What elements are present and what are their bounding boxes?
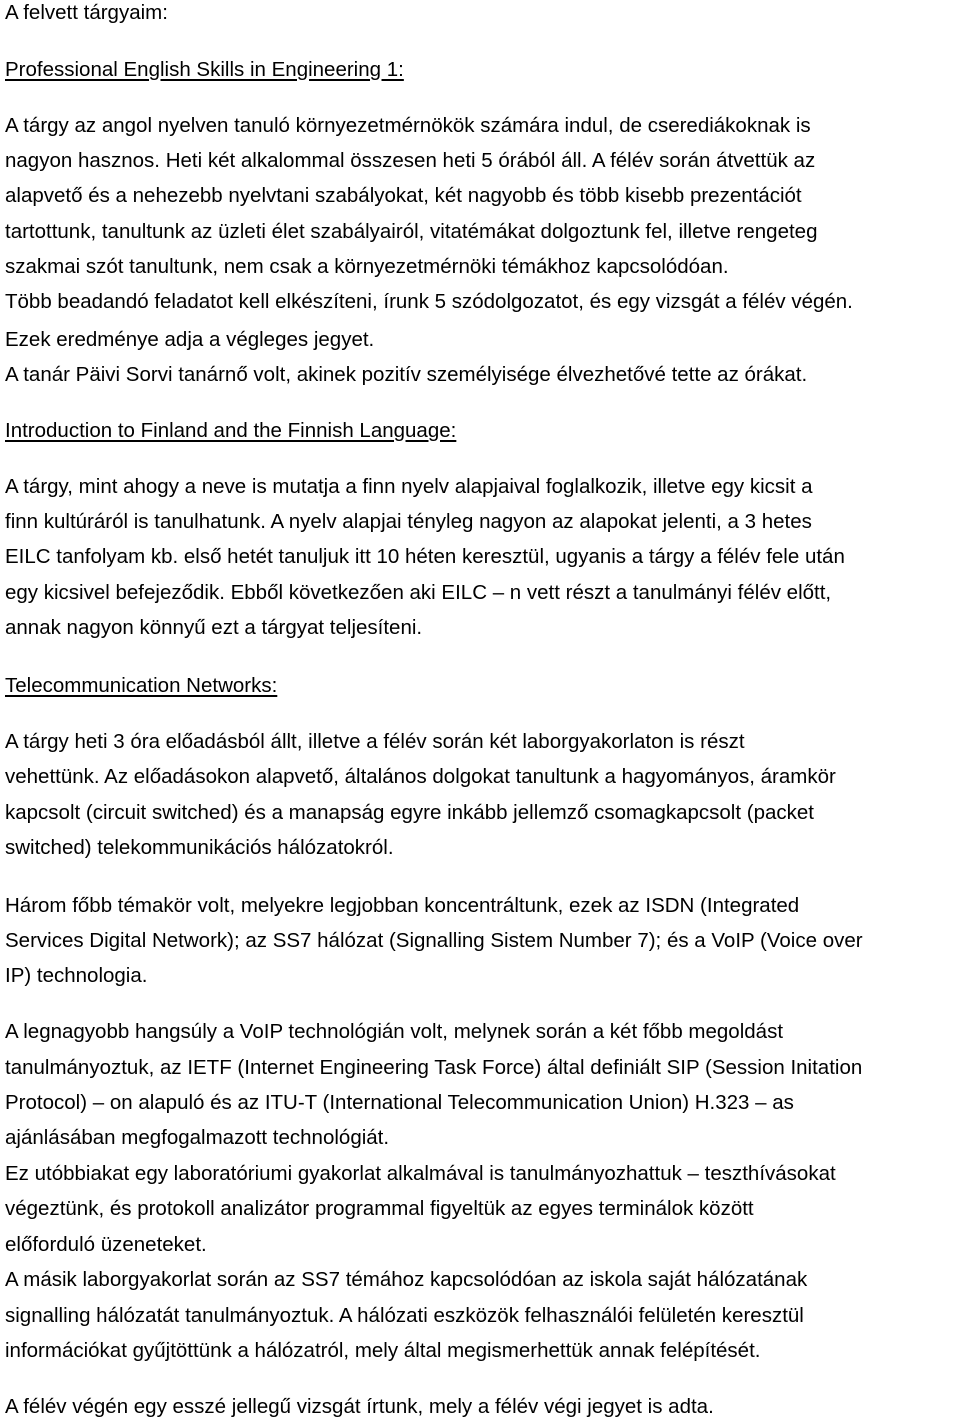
paragraph-line: kapcsolt (circuit switched) és a manapság egyre inkább jellemző csomagkapcsolt (packet <box>5 801 814 824</box>
paragraph-line: nagyon hasznos. Heti két alkalommal összesen heti 5 órából áll. A félév során átvettük az <box>5 149 816 172</box>
paragraph-line: alapvető és a nehezebb nyelvtani szabályokat, két nagyobb és több kisebb prezentációt <box>5 184 802 207</box>
paragraph-line: tanulmányoztuk, az IETF (Internet Engineering Task Force) által definiált SIP (Session Initation <box>5 1056 863 1079</box>
course-title-english: Professional English Skills in Engineering 1: <box>5 58 404 81</box>
paragraph-line: Több beadandó feladatot kell elkészíteni, írunk 5 szódolgozatot, és egy vizsgát a félév végén. <box>5 290 853 313</box>
paragraph-line: EILC tanfolyam kb. első hetét tanuljuk itt 10 héten keresztül, ugyanis a tárgy a félév fele után <box>5 545 845 568</box>
paragraph-line: Ez utóbbiakat egy laboratóriumi gyakorlat alkalmával is tanulmányozhattuk – teszthívásokat <box>5 1162 836 1185</box>
paragraph-line: A tárgy, mint ahogy a neve is mutatja a finn nyelv alapjaival foglalkozik, illetve egy kicsit a <box>5 475 813 498</box>
paragraph-line: A tárgy heti 3 óra előadásból állt, illetve a félév során két laborgyakorlaton is részt <box>5 730 745 753</box>
paragraph-line: Services Digital Network); az SS7 hálózat (Signalling Sistem Number 7); és a VoIP (Voice over <box>5 929 863 952</box>
paragraph-line: switched) telekommunikációs hálózatokról. <box>5 836 394 859</box>
paragraph-line: annak nagyon könnyű ezt a tárgyat teljesíteni. <box>5 616 423 639</box>
paragraph-line: Három főbb témakör volt, melyekre legjobban koncentráltunk, ezek az ISDN (Integrated <box>5 894 800 917</box>
intro-label: A felvett tárgyaim: <box>5 1 168 24</box>
paragraph-line: A legnagyobb hangsúly a VoIP technológián volt, melynek során a két főbb megoldást <box>5 1020 784 1043</box>
paragraph-line: IP) technologia. <box>5 964 148 987</box>
paragraph-line: végeztünk, és protokoll analizátor programmal figyeltük az egyes terminálok között <box>5 1197 754 1220</box>
paragraph-line: vehettünk. Az előadásokon alapvető, általános dolgokat tanultunk a hagyományos, áramkör <box>5 765 836 788</box>
paragraph-line: információkat gyűjtöttünk a hálózatról, mely által megismerhettük annak felépítését. <box>5 1339 761 1362</box>
paragraph-line: A félév végén egy esszé jellegű vizsgát írtunk, mely a félév végi jegyet is adta. <box>5 1395 714 1418</box>
paragraph-line: A tanár Päivi Sorvi tanárnő volt, akinek pozitív személyisége élvezhetővé tette az órákat. <box>5 363 808 386</box>
paragraph-line: szakmai szót tanultunk, nem csak a környezetmérnöki témákhoz kapcsolódóan. <box>5 255 729 278</box>
paragraph-line: A tárgy az angol nyelven tanuló környezetmérnökök számára indul, de cserediákoknak is <box>5 114 811 137</box>
paragraph-line: ajánlásában megfogalmazott technológiát. <box>5 1126 390 1149</box>
course-title-telecom: Telecommunication Networks: <box>5 674 278 697</box>
paragraph-line: finn kultúráról is tanulhatunk. A nyelv alapjai tényleg nagyon az alapokat jelenti, a 3 hetes <box>5 510 812 533</box>
paragraph-line: signalling hálózatát tanulmányoztuk. A hálózati eszközök felhasználói felületén keresztül <box>5 1304 804 1327</box>
course-title-finnish: Introduction to Finland and the Finnish Language: <box>5 419 457 442</box>
paragraph-line: tartottunk, tanultunk az üzleti élet szabályairól, vitatémákat dolgoztunk fel, illetve rengeteg <box>5 220 818 243</box>
paragraph-line: Protocol) – on alapuló és az ITU-T (International Telecommunication Union) H.323 – as <box>5 1091 794 1114</box>
paragraph-line: előforduló üzeneteket. <box>5 1233 207 1256</box>
paragraph-line: egy kicsivel befejeződik. Ebből következően aki EILC – n vett részt a tanulmányi félév előtt, <box>5 581 832 604</box>
paragraph-line: A másik laborgyakorlat során az SS7 témához kapcsolódóan az iskola saját hálózatának <box>5 1268 808 1291</box>
paragraph-line: Ezek eredménye adja a végleges jegyet. <box>5 328 375 351</box>
